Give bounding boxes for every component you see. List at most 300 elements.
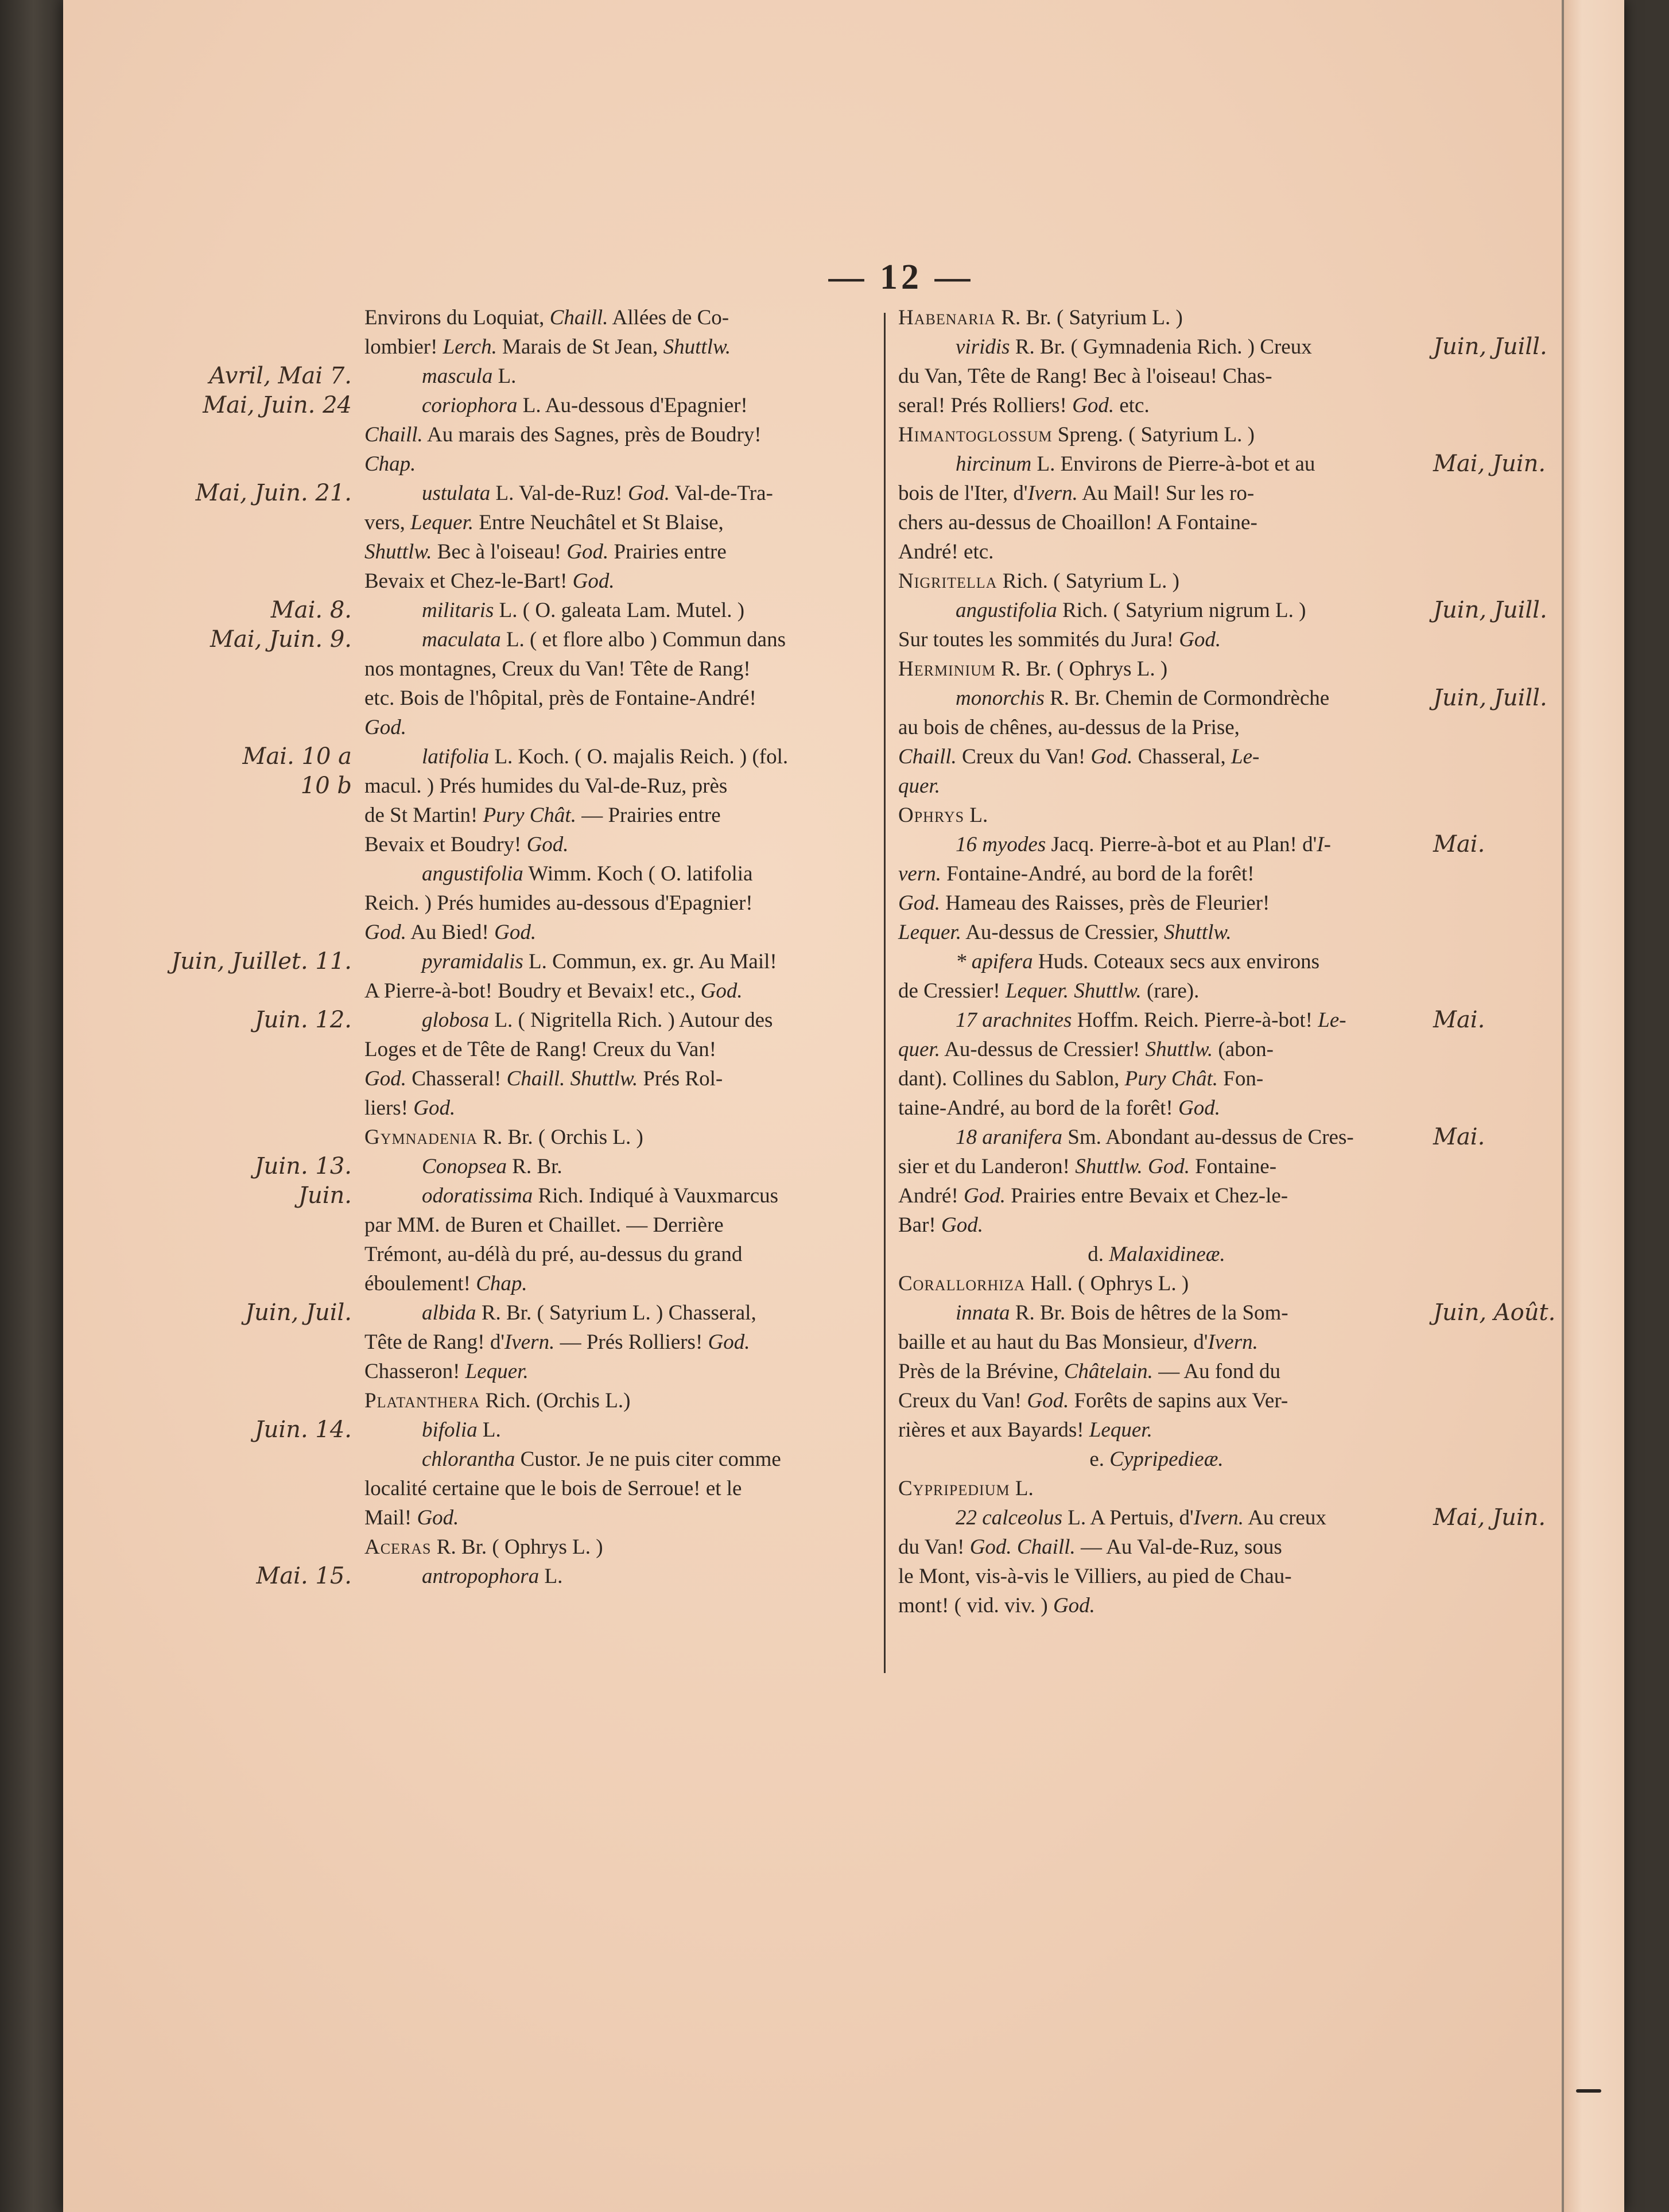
author-name: God. [494, 921, 537, 944]
author-name: God. Chaill. [969, 1535, 1076, 1559]
body-text: Au-dessus de Cressier! [940, 1038, 1146, 1061]
species-name: latifolia [422, 745, 490, 769]
text-line [364, 1445, 875, 1474]
body-text: Au-dessus de Cressier, [961, 921, 1165, 944]
text-line [898, 391, 1415, 420]
text-line [898, 1415, 1415, 1445]
body-text: L. [539, 1565, 563, 1588]
body-text: éboulement! [364, 1272, 476, 1295]
text-line [898, 479, 1415, 508]
author-name: Pury Chât. [483, 804, 576, 827]
handwritten-annotation: Mai, Juin. 24 [203, 392, 352, 418]
text-line [364, 1064, 875, 1093]
genus-name: Aceras [364, 1535, 432, 1559]
text-line [171, 947, 875, 976]
text-line [898, 654, 1415, 684]
text-line [364, 654, 875, 684]
body-text: baille et au haut du Bas Monsieur, d' [898, 1330, 1208, 1354]
text-line [245, 1298, 875, 1328]
author-name: God. [1072, 394, 1115, 417]
body-text: L. [492, 364, 517, 388]
body-text: Rich. (Orchis L.) [480, 1389, 631, 1412]
species-name: odoratissima [422, 1184, 533, 1208]
body-text: R. Br. ( Ophrys L. ) [996, 657, 1168, 681]
handwritten-annotation: Juin. 14. [254, 1417, 352, 1443]
author-name: Chaill. [898, 745, 957, 769]
text-line [256, 1562, 875, 1591]
right-column [898, 303, 1556, 1620]
body-text: Au marais des Sagnes, près de Boudry! [422, 423, 762, 447]
genus-name: Nigritella [898, 569, 997, 593]
author-name: Shuttlw. [364, 540, 432, 564]
text-line [898, 1035, 1415, 1064]
text-line [298, 1181, 875, 1210]
genus-name: Herminium [898, 657, 996, 681]
text-line [898, 1006, 1485, 1035]
body-text: lombier! [364, 335, 443, 359]
author-name: God. [700, 979, 743, 1003]
text-line [364, 918, 875, 947]
author-name: God. [413, 1096, 456, 1120]
handwritten-annotation: Juin, Juill. [1433, 597, 1547, 623]
text-line [898, 713, 1415, 742]
species-name: militaris [422, 599, 494, 622]
body-text: Hameau des Raisses, près de Fleurier! [940, 891, 1270, 915]
body-text: R. Br. ( Satyrium L. ) Chasseral, [476, 1301, 756, 1325]
species-name: antropophora [422, 1565, 539, 1588]
text-line [270, 596, 875, 625]
handwritten-annotation: Mai. [1433, 1124, 1485, 1150]
body-text: de St Martin! [364, 804, 483, 827]
page-edge [1562, 0, 1624, 2212]
author-name: God. [1179, 628, 1221, 651]
author-name: God. [526, 833, 569, 856]
body-text: L. Au-dessous d'Epagnier! [517, 394, 748, 417]
left-column [171, 303, 875, 1591]
author-name: Lequer. [1089, 1418, 1152, 1442]
body-text: Huds. Coteaux secs aux environs [1033, 950, 1320, 973]
body-text: Creux du Van! [956, 745, 1091, 769]
body-text: Bevaix et Chez-le-Bart! [364, 569, 573, 593]
body-text: nos montagnes, Creux du Van! Tête de Rang! [364, 657, 751, 681]
body-text: L. Commun, ex. gr. Au Mail! [523, 950, 777, 973]
text-line [195, 479, 875, 508]
text-line [898, 918, 1415, 947]
text-line [364, 801, 875, 830]
body-text: Jacq. Pierre-à-bot et au Plan! d' [1046, 833, 1317, 856]
body-text: A Pierre-à-bot! Boudry et Bevaix! etc., [364, 979, 701, 1003]
edge-mark [1576, 2089, 1601, 2093]
body-text: Au Bied! [406, 921, 495, 944]
body-text: André! etc. [898, 540, 994, 564]
handwritten-annotation: Mai. 8. [270, 597, 352, 623]
body-text: Mail! [364, 1506, 417, 1530]
text-line [364, 1474, 875, 1503]
body-text: — Au fond du [1152, 1360, 1280, 1383]
author-name: Chaill. [364, 423, 423, 447]
body-text: R. Br. ( Satyrium L. ) [996, 306, 1183, 329]
body-text: seral! Prés Rolliers! [898, 394, 1073, 417]
text-line [898, 771, 1415, 801]
author-name: God. [572, 569, 615, 593]
author-name: Malaxidineæ. [1109, 1243, 1225, 1266]
body-text: Prairies entre [608, 540, 727, 564]
body-text: Marais de St Jean, [496, 335, 663, 359]
genus-name: Gymnadenia [364, 1126, 478, 1149]
species-name: albida [422, 1301, 476, 1325]
author-name: Lerch. [443, 335, 497, 359]
species-name: bifolia [422, 1418, 478, 1442]
species-name: coriophora [422, 394, 518, 417]
author-name: Chap. [476, 1272, 527, 1295]
genus-name: Corallorhiza [898, 1272, 1026, 1295]
body-text: du Van! [898, 1535, 970, 1559]
species-name: myodes [982, 833, 1046, 856]
author-name: Shuttlw. God. [1075, 1155, 1190, 1178]
body-text: Près de la Brévine, [898, 1360, 1064, 1383]
body-text: Fontaine- [1189, 1155, 1277, 1178]
text-line [364, 1386, 875, 1415]
text-line [898, 888, 1415, 918]
body-text: Val-de-Tra- [669, 482, 773, 505]
species-name: globosa [422, 1008, 490, 1032]
species-name: arachnites [982, 1008, 1072, 1032]
species-name: hircinum [956, 452, 1032, 476]
body-text: mont! ( vid. viv. ) [898, 1594, 1053, 1617]
text-line [898, 1562, 1415, 1591]
author-name: God. [1178, 1096, 1220, 1120]
body-text: vers, [364, 511, 411, 534]
text-line [364, 830, 875, 859]
handwritten-annotation: Juin. [298, 1182, 352, 1209]
text-line [898, 1298, 1556, 1328]
body-text: Entre Neuchâtel et St Blaise, [473, 511, 724, 534]
text-line [898, 1123, 1485, 1152]
author-name: quer. [898, 774, 940, 798]
body-text: bois de l'Iter, d' [898, 482, 1028, 505]
author-name: God. [1027, 1389, 1069, 1412]
body-text: Prés Rol- [638, 1067, 723, 1091]
handwritten-annotation: Mai. [1433, 1007, 1485, 1033]
body-text: Prairies entre Bevaix et Chez-le- [1006, 1184, 1288, 1208]
body-text: R. Br. Chemin de Cormondrèche [1044, 686, 1330, 710]
author-name: Chaill. Shuttlw. [506, 1067, 638, 1091]
body-text: Environs du Loquiat, [364, 306, 550, 329]
species-number: 22 [956, 1506, 983, 1530]
species-name: pyramidalis [422, 950, 523, 973]
text-line [898, 976, 1415, 1006]
text-line [364, 508, 875, 537]
text-line [898, 420, 1415, 449]
body-text: L. Val-de-Ruz! [490, 482, 628, 505]
text-line [364, 537, 875, 566]
genus-name: Platanthera [364, 1389, 480, 1412]
author-name: God. [364, 716, 406, 739]
body-text: Rich. ( Satyrium L. ) [997, 569, 1180, 593]
text-line [898, 947, 1415, 976]
text-line [254, 1152, 875, 1181]
body-text: liers! [364, 1096, 414, 1120]
species-number: 16 [956, 833, 983, 856]
text-line [364, 1240, 875, 1269]
body-text: Loges et de Tête de Rang! Creux du Van! [364, 1038, 717, 1061]
handwritten-annotation: 10 b [300, 773, 352, 799]
body-text: L. A Pertuis, d' [1062, 1506, 1194, 1530]
text-line [898, 859, 1415, 888]
text-line [898, 830, 1485, 859]
text-line [364, 859, 875, 888]
author-name: Lequer. [898, 921, 961, 944]
body-text: Sur toutes les sommités du Jura! [898, 628, 1179, 651]
body-text: macul. ) Prés humides du Val-de-Ruz, près [364, 774, 728, 798]
body-text: Hall. ( Ophrys L. ) [1025, 1272, 1189, 1295]
species-name: calceolus [982, 1506, 1062, 1530]
body-text: Bar! [898, 1213, 941, 1237]
body-text: Wimm. Koch ( O. latifolia [523, 862, 753, 886]
body-text: Sm. Abondant au-dessus de Cres- [1062, 1126, 1354, 1149]
text-line [898, 362, 1415, 391]
body-text: taine-André, au bord de la forêt! [898, 1096, 1178, 1120]
body-text: L. [477, 1418, 501, 1442]
text-line [364, 1123, 875, 1152]
text-line [898, 1210, 1415, 1240]
species-name: innata [956, 1301, 1010, 1325]
section-letter: e. [1089, 1447, 1110, 1471]
body-text: Hoffm. Reich. Pierre-à-bot! [1072, 1008, 1318, 1032]
body-text: etc. Bois de l'hôpital, près de Fontaine-André! [364, 686, 756, 710]
text-line [898, 1445, 1415, 1474]
body-text: Fontaine-André, au bord de la forêt! [941, 862, 1255, 886]
body-text: Bec à l'oiseau! [432, 540, 567, 564]
body-text: localité certaine que le bois de Serroue! et le [364, 1477, 742, 1500]
text-line [898, 1240, 1415, 1269]
handwritten-annotation: Juin, Juil. [245, 1299, 352, 1326]
text-line [210, 625, 875, 654]
body-text: L. ( Nigritella Rich. ) Autour des [489, 1008, 773, 1032]
species-name: monorchis [956, 686, 1045, 710]
author-name: vern. [898, 862, 941, 886]
author-name: God. [941, 1213, 983, 1237]
body-text: de Cressier! [898, 979, 1006, 1003]
body-text: (rare). [1141, 979, 1200, 1003]
body-text: etc. [1114, 394, 1150, 417]
body-text: rières et aux Bayards! [898, 1418, 1089, 1442]
body-text: L. Environs de Pierre-à-bot et au [1031, 452, 1315, 476]
body-text: L. ( et flore albo ) Commun dans [500, 628, 786, 651]
text-line [364, 713, 875, 742]
text-line [364, 1035, 875, 1064]
author-name: God. [708, 1330, 750, 1354]
text-line [364, 888, 875, 918]
body-text: Au creux [1244, 1506, 1326, 1530]
body-text: R. Br. ( Ophrys L. ) [431, 1535, 603, 1559]
body-text: L. [1010, 1477, 1034, 1500]
author-name: Shuttlw. [1164, 921, 1232, 944]
handwritten-annotation: Mai. 15. [256, 1563, 352, 1589]
text-line [898, 1064, 1415, 1093]
species-name: * apifera [956, 950, 1033, 973]
body-text: Fon- [1218, 1067, 1264, 1091]
species-name: chlorantha [422, 1447, 515, 1471]
handwritten-annotation: Mai, Juin. [1433, 1504, 1546, 1531]
body-text: sier et du Landeron! [898, 1155, 1076, 1178]
genus-name: Cypripedium [898, 1477, 1010, 1500]
species-name: aranifera [982, 1126, 1063, 1149]
author-name: Ivern. [504, 1330, 555, 1354]
body-text: au bois de chênes, au-dessus de la Prise, [898, 716, 1240, 739]
author-name: God. [1090, 745, 1133, 769]
author-name: God. [898, 891, 940, 915]
text-line [364, 1532, 875, 1562]
text-line [898, 449, 1546, 479]
genus-name: Ophrys [898, 804, 965, 827]
text-line [364, 449, 875, 479]
species-number: 17 [956, 1008, 983, 1032]
body-text: dant). Collines du Sablon, [898, 1067, 1125, 1091]
author-name: God. [417, 1506, 459, 1530]
text-line [364, 976, 875, 1006]
body-text: Tête de Rang! d' [364, 1330, 504, 1354]
handwritten-annotation: Mai, Juin. 21. [195, 480, 352, 506]
author-name: Lequer. Shuttlw. [1006, 979, 1142, 1003]
text-line [364, 332, 875, 362]
body-text: chers au-dessus de Choaillon! A Fontaine- [898, 511, 1257, 534]
author-name: God. [628, 482, 670, 505]
author-name: Chaill. [549, 306, 608, 329]
page-number: — 12 — [828, 258, 974, 297]
text-line [364, 303, 875, 332]
section-letter: d. [1088, 1243, 1109, 1266]
text-line [898, 1357, 1415, 1386]
author-name: Shuttlw. [1145, 1038, 1213, 1061]
genus-name: Habenaria [898, 306, 996, 329]
text-line [898, 1093, 1415, 1123]
handwritten-annotation: Juin, Juillet. 11. [171, 948, 352, 975]
text-line [898, 1269, 1415, 1298]
author-name: Châtelain. [1063, 1360, 1153, 1383]
author-name: Lequer. [465, 1360, 529, 1383]
body-text: Bevaix et Boudry! [364, 833, 527, 856]
text-line [300, 771, 875, 801]
text-line [364, 1357, 875, 1386]
species-name: maculata [422, 628, 501, 651]
body-text: R. Br. Bois de hêtres de la Som- [1010, 1301, 1288, 1325]
text-line [364, 420, 875, 449]
body-text: (abon- [1213, 1038, 1274, 1061]
body-text: — Prairies entre [576, 804, 721, 827]
text-line [898, 1532, 1415, 1562]
species-name: Conopsea [422, 1155, 507, 1178]
body-text: — Au Val-de-Ruz, sous [1075, 1535, 1282, 1559]
author-name: I- [1317, 833, 1331, 856]
text-line [898, 596, 1547, 625]
body-text: Chasseral, [1132, 745, 1231, 769]
text-line [898, 1474, 1415, 1503]
species-name: viridis [956, 335, 1010, 359]
text-line [203, 391, 875, 420]
species-number: 18 [956, 1126, 983, 1149]
author-name: Le- [1231, 745, 1260, 769]
text-line [898, 1152, 1415, 1181]
body-text: Forêts de sapins aux Ver- [1069, 1389, 1288, 1412]
text-line [364, 1269, 875, 1298]
body-text: — Prés Rolliers! [554, 1330, 708, 1354]
text-line [898, 537, 1415, 566]
text-line [898, 508, 1415, 537]
body-text: Reich. ) Prés humides au-dessous d'Epagnier! [364, 891, 753, 915]
species-name: mascula [422, 364, 493, 388]
body-text: Custor. Je ne puis citer comme [515, 1447, 781, 1471]
handwritten-annotation: Mai, Juin. 9. [210, 626, 352, 653]
body-text: L. ( O. galeata Lam. Mutel. ) [494, 599, 745, 622]
body-text: Creux du Van! [898, 1389, 1027, 1412]
body-text: R. Br. [507, 1155, 562, 1178]
text-line [242, 742, 875, 771]
author-name: Lequer. [410, 511, 474, 534]
author-name: God. [364, 921, 406, 944]
text-line [898, 1591, 1415, 1620]
body-text: du Van, Tête de Rang! Bec à l'oiseau! Chas- [898, 364, 1272, 388]
column-divider [884, 313, 886, 1673]
species-name: angustifolia [956, 599, 1057, 622]
text-line [898, 303, 1415, 332]
author-name: God. [1053, 1594, 1095, 1617]
text-line [254, 1415, 875, 1445]
text-line [898, 742, 1415, 771]
text-line [254, 1006, 875, 1035]
author-name: Ivern. [1027, 482, 1078, 505]
handwritten-annotation: Juin. 13. [254, 1153, 352, 1179]
text-line [898, 1181, 1415, 1210]
text-line [364, 566, 875, 596]
body-text: L. [964, 804, 988, 827]
handwritten-annotation: Juin, Juill. [1433, 333, 1547, 360]
author-name: Ivern. [1208, 1330, 1258, 1354]
text-line [898, 1328, 1415, 1357]
handwritten-annotation: Juin, Août. [1433, 1299, 1556, 1326]
text-line [209, 362, 875, 391]
text-line [898, 1386, 1415, 1415]
species-name: ustulata [422, 482, 491, 505]
text-line [898, 801, 1415, 830]
handwritten-annotation: Mai. 10 a [242, 743, 352, 770]
text-line [364, 1210, 875, 1240]
body-text: Allées de Co- [608, 306, 729, 329]
author-name: Pury Chât. [1124, 1067, 1218, 1091]
author-name: Shuttlw. [663, 335, 731, 359]
handwritten-annotation: Juin, Juill. [1433, 685, 1547, 711]
body-text: R. Br. ( Gymnadenia Rich. ) Creux [1010, 335, 1312, 359]
handwritten-annotation: Mai, Juin. [1433, 451, 1546, 477]
genus-name: Himantoglossum [898, 423, 1053, 447]
text-line [898, 625, 1415, 654]
handwritten-annotation: Avril, Mai 7. [209, 363, 352, 389]
text-line [364, 1328, 875, 1357]
body-text: Trémont, au-délà du pré, au-dessus du grand [364, 1243, 743, 1266]
body-text: André! [898, 1184, 964, 1208]
species-name: angustifolia [422, 862, 523, 886]
author-name: Le- [1318, 1008, 1346, 1032]
text-line [898, 566, 1415, 596]
text-line [364, 1503, 875, 1532]
body-text: par MM. de Buren et Chaillet. — Derrière [364, 1213, 724, 1237]
body-text: Chasseral! [406, 1067, 507, 1091]
body-text: Spreng. ( Satyrium L. ) [1052, 423, 1255, 447]
handwritten-annotation: Juin. 12. [254, 1007, 352, 1033]
text-line [898, 332, 1547, 362]
text-line [898, 684, 1547, 713]
body-text: Rich. ( Satyrium nigrum L. ) [1057, 599, 1306, 622]
